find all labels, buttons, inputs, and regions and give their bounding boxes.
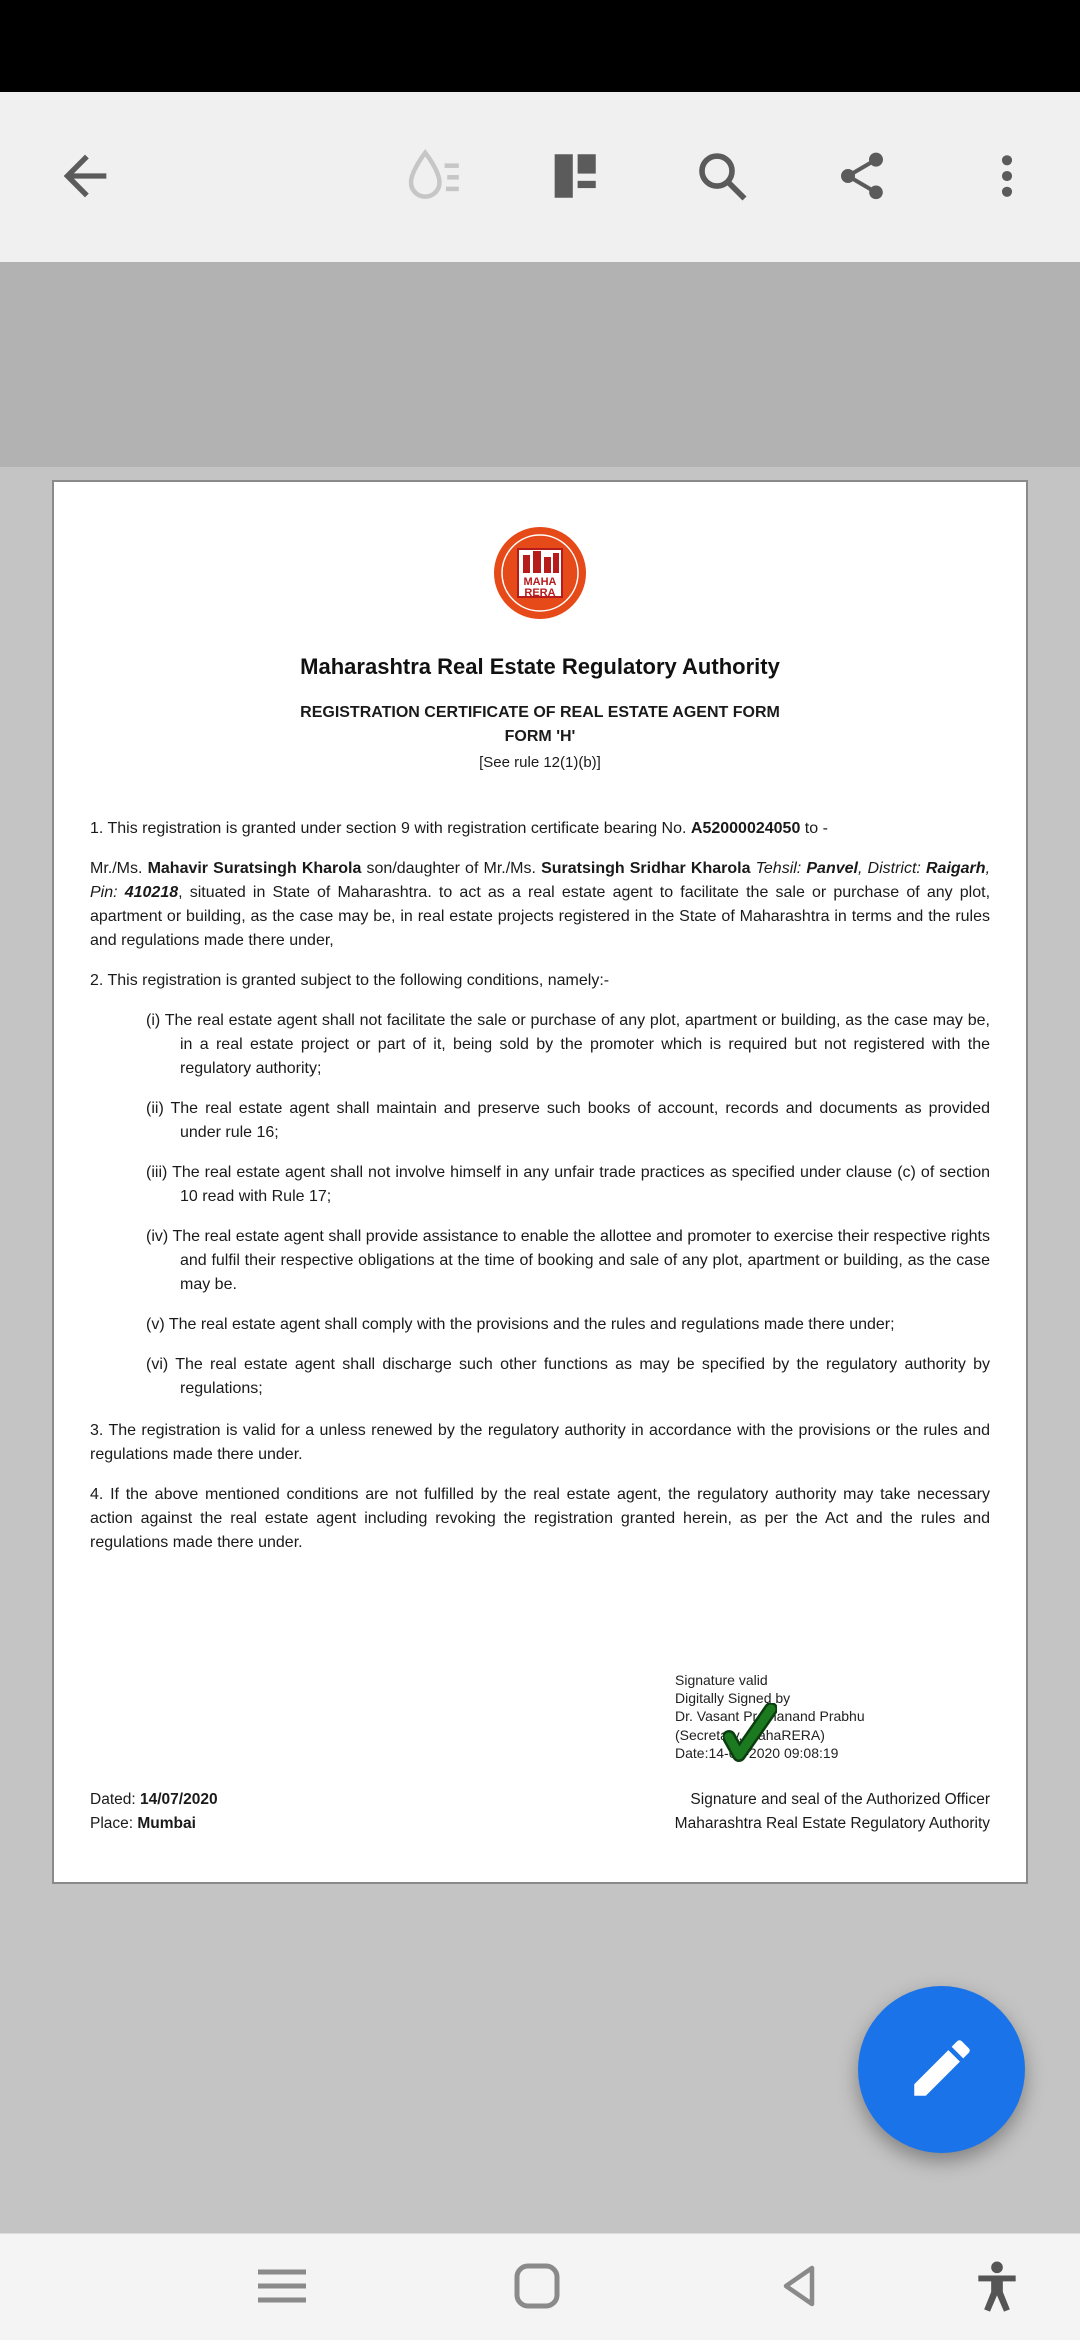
- grantee-prefix: Mr./Ms.: [90, 860, 148, 877]
- back-arrow-icon: [53, 144, 117, 211]
- digitally-signed-line: Digitally Signed by: [675, 1690, 791, 1707]
- digital-signature-block: [675, 1671, 995, 1762]
- bottom-navigation-bar: [0, 2233, 1080, 2340]
- form-title: FORM 'H': [504, 728, 576, 745]
- district-label: , District:: [857, 860, 926, 877]
- back-triangle-icon: [776, 2262, 824, 2313]
- father-name: Suratsingh Sridhar Kharola: [541, 860, 751, 877]
- conditions-intro: 2. This registration is granted subject to the following conditions, namely:-: [90, 972, 610, 989]
- dated-value: 14/07/2020: [139, 1790, 218, 1808]
- logo-text-maha: MAHA: [523, 576, 557, 588]
- share-button[interactable]: [814, 129, 910, 225]
- spacer: [90, 1571, 990, 1671]
- edit-fab[interactable]: [858, 1986, 1025, 2153]
- registration-number: A52000024050: [690, 820, 801, 837]
- place-value: Mumbai: [137, 1814, 196, 1832]
- condition-label: (v): [146, 1316, 165, 1333]
- agent-name: Mahavir Suratsingh Kharola: [147, 860, 362, 877]
- signer-name: Dr. Vasant Premanand Prabhu: [675, 1708, 865, 1725]
- pin-value: 410218: [124, 884, 179, 901]
- condition-item-6: [146, 1353, 990, 1401]
- condition-item-5: [146, 1313, 990, 1337]
- condition-text: The real estate agent shall not involve himself in any unfair trade practices as specified under clause (c) of section 10 read with Rule 17;: [167, 1164, 990, 1205]
- search-button[interactable]: [674, 129, 770, 225]
- tehsil-value: Panvel: [806, 860, 858, 877]
- overflow-menu-button[interactable]: [959, 129, 1055, 225]
- page-layout-icon: [545, 147, 603, 208]
- page-view-mode-button[interactable]: [526, 129, 622, 225]
- grantee-suffix: , situated in State of Maharashtra. to act as a real estate agent to facilitate the sale or purchase of any plot, apartment or building, as the case may be, in real estate projects registered in the State of Maharashtra in terms and the rules and regulations made there under,: [90, 884, 991, 949]
- grantee-paragraph: [90, 857, 990, 953]
- para1-suffix: to -: [800, 820, 828, 837]
- signature-check-icon: [723, 1703, 777, 1765]
- signature-date: Date:14-07-2020 09:08:19: [675, 1744, 839, 1761]
- condition-text: The real estate agent shall discharge such other functions as may be specified by the regulatory authority by regulations;: [168, 1356, 990, 1397]
- maharera-logo: [493, 526, 587, 620]
- place-line: [90, 1812, 218, 1836]
- condition-item-4: [146, 1225, 990, 1297]
- condition-label: (i): [146, 1012, 161, 1029]
- logo-text-rera: RERA: [524, 587, 556, 599]
- condition-item-2: [146, 1097, 990, 1145]
- rule-reference: [See rule 12(1)(b)]: [479, 754, 601, 771]
- signature-valid-line: Signature valid: [675, 1672, 768, 1688]
- condition-label: (iii): [146, 1164, 168, 1181]
- pencil-icon: [905, 2031, 979, 2108]
- ink-annotation-button[interactable]: [385, 129, 481, 225]
- registration-number-paragraph: [90, 817, 990, 841]
- para1-text: 1. This registration is granted under section 9 with registration certificate bearing No.: [90, 820, 691, 837]
- dated-label: Dated:: [90, 1790, 140, 1808]
- pdf-viewer-toolbar: [0, 92, 1080, 263]
- place-label: Place:: [90, 1814, 138, 1832]
- tehsil-label: Tehsil:: [750, 860, 807, 877]
- three-dots-icon: [980, 149, 1034, 206]
- condition-item-1: [146, 1009, 990, 1081]
- back-nav-button[interactable]: [755, 2243, 845, 2333]
- condition-text: The real estate agent shall comply with the provisions and the rules and regulations made there under;: [164, 1316, 895, 1333]
- page-gap: [0, 262, 1080, 467]
- recents-button[interactable]: [237, 2243, 327, 2333]
- grantee-middle: son/daughter of Mr./Ms.: [361, 860, 542, 877]
- condition-label: (ii): [146, 1100, 164, 1117]
- enforcement-paragraph: 4. If the above mentioned conditions are not fulfilled by the real estate agent, the regulatory authority may take necessary action against the real estate agent including revoking the registration granted herein, as per the Act and the rules and regulations made there under.: [90, 1486, 990, 1551]
- share-icon: [834, 148, 890, 207]
- back-button[interactable]: [37, 129, 133, 225]
- pdf-viewer[interactable]: [0, 262, 1080, 2233]
- status-bar: [0, 0, 1080, 92]
- dated-line: [90, 1788, 218, 1812]
- condition-label: (vi): [146, 1356, 169, 1373]
- ink-drop-icon: [402, 145, 464, 210]
- signer-designation: (Secretary, MahaRERA): [675, 1726, 825, 1743]
- hamburger-icon: [254, 2264, 310, 2311]
- search-icon: [692, 146, 752, 209]
- accessibility-person-icon: [969, 2258, 1025, 2317]
- document-page: [52, 480, 1028, 1884]
- authority-name-line: Maharashtra Real Estate Regulatory Authority: [674, 1814, 990, 1832]
- district-value: Raigarh: [925, 860, 986, 877]
- condition-text: The real estate agent shall maintain and preserve such books of account, records and documents as provided under rule 16;: [163, 1100, 990, 1141]
- certificate-title: REGISTRATION CERTIFICATE OF REAL ESTATE AGENT FORM: [300, 704, 780, 721]
- condition-text: The real estate agent shall provide assistance to enable the allottee and promoter to exercise their respective rights and fulfil their respective obligations at the time of booking and sale of any plot, apartment or building, as the case may be.: [168, 1228, 990, 1293]
- home-button[interactable]: [492, 2243, 582, 2333]
- authorized-officer-block: [675, 1788, 990, 1836]
- validity-paragraph: 3. The registration is valid for a unless renewed by the regulatory authority in accordance with the provisions or the rules and regulations made there under.: [90, 1422, 990, 1463]
- accessibility-button[interactable]: [952, 2243, 1042, 2333]
- document-footer: [90, 1788, 990, 1836]
- condition-label: (iv): [146, 1228, 169, 1245]
- condition-item-3: [146, 1161, 990, 1209]
- authority-title: Maharashtra Real Estate Regulatory Authority: [300, 654, 780, 679]
- dated-place-block: [90, 1788, 218, 1836]
- pin-label: , Pin:: [90, 860, 991, 901]
- condition-text: The real estate agent shall not facilitate the sale or purchase of any plot, apartment or building, as the case may be, in a real estate project or part of it, being sold by the promoter which is required but not registered with the regulatory authority;: [160, 1012, 990, 1077]
- authorized-officer-line: Signature and seal of the Authorized Officer: [690, 1790, 990, 1808]
- home-square-icon: [512, 2261, 562, 2314]
